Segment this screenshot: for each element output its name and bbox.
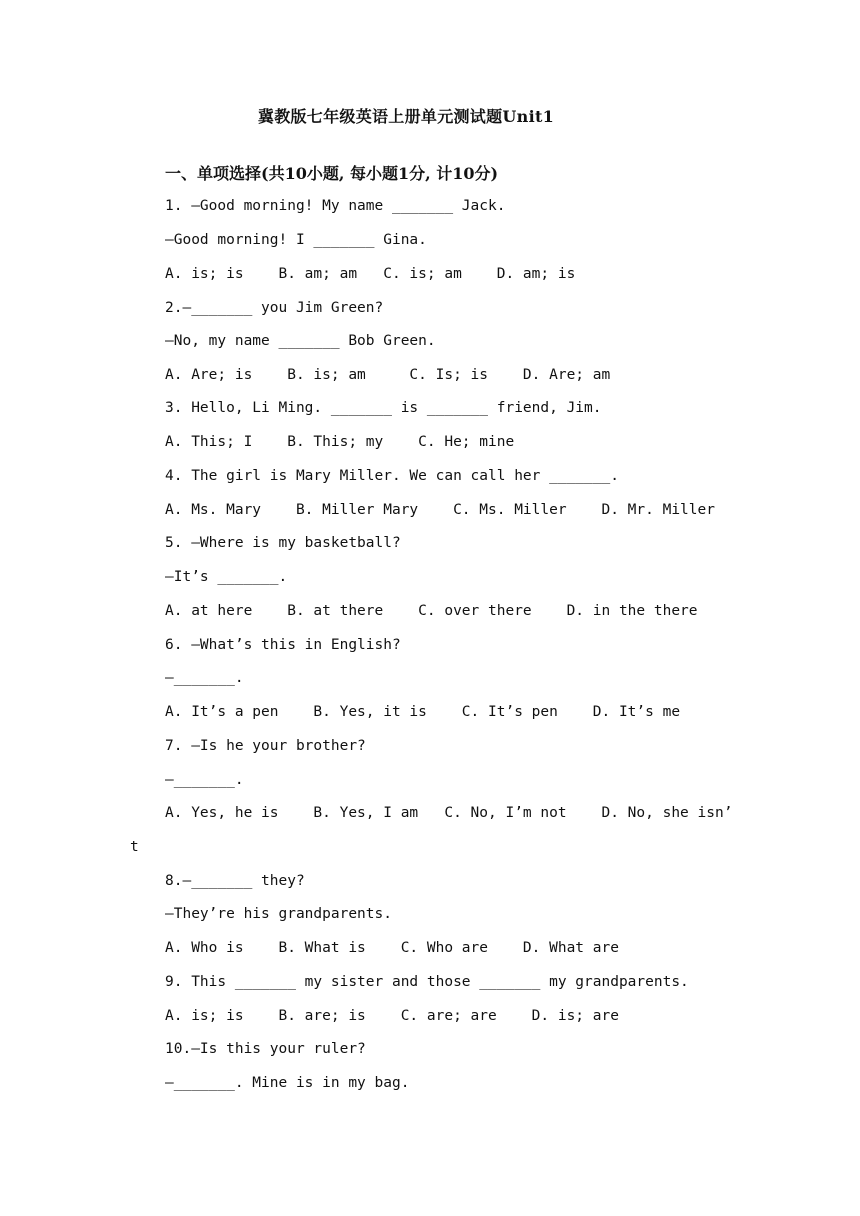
answer-options: A. at here B. at there C. over there D. in the there — [165, 603, 698, 619]
question-line: 3. Hello, Li Ming. _______ is _______ friend, Jim. — [165, 400, 602, 416]
question-line: —No, my name _______ Bob Green. — [165, 333, 436, 349]
question-line: 6. —What’s this in English? — [165, 637, 401, 653]
answer-options: A. Who is B. What is C. Who are D. What are — [165, 940, 619, 956]
question-line: —They’re his grandparents. — [165, 906, 392, 922]
answer-options: A. This; I B. This; my C. He; mine — [165, 434, 515, 450]
section-heading: 一、单项选择(共10小题, 每小题1分, 计10分) — [165, 164, 499, 183]
question-line: 8.—_______ they? — [165, 873, 305, 889]
question-line: 5. —Where is my basketball? — [165, 535, 401, 551]
question-line: 7. —Is he your brother? — [165, 738, 366, 754]
question-line: 4. The girl is Mary Miller. We can call her _______. — [165, 468, 619, 484]
question-line: 9. This _______ my sister and those _______ my grandparents. — [165, 974, 689, 990]
question-line: 10.—Is this your ruler? — [165, 1041, 366, 1057]
answer-options: A. Yes, he is B. Yes, I am C. No, I’m not D. No, she isn’ — [165, 805, 733, 821]
answer-options-wrap: t — [130, 839, 139, 855]
question-line: —_______. Mine is in my bag. — [165, 1075, 410, 1091]
question-line: —_______. — [165, 772, 244, 788]
page-title: 冀教版七年级英语上册单元测试题Unit1 — [257, 107, 555, 126]
answer-options: A. is; is B. are; is C. are; are D. is; are — [165, 1008, 619, 1024]
answer-options: A. It’s a pen B. Yes, it is C. It’s pen D. It’s me — [165, 704, 681, 720]
question-line: —_______. — [165, 670, 244, 686]
answer-options: A. is; is B. am; am C. is; am D. am; is — [165, 266, 576, 282]
answer-options: A. Are; is B. is; am C. Is; is D. Are; am — [165, 367, 611, 383]
question-line: —It’s _______. — [165, 569, 288, 585]
question-line: 2.—_______ you Jim Green? — [165, 300, 384, 316]
answer-options: A. Ms. Mary B. Miller Mary C. Ms. Miller D. Mr. Miller — [165, 502, 715, 518]
question-line: —Good morning! I _______ Gina. — [165, 232, 427, 248]
question-line: 1. —Good morning! My name _______ Jack. — [165, 198, 506, 214]
